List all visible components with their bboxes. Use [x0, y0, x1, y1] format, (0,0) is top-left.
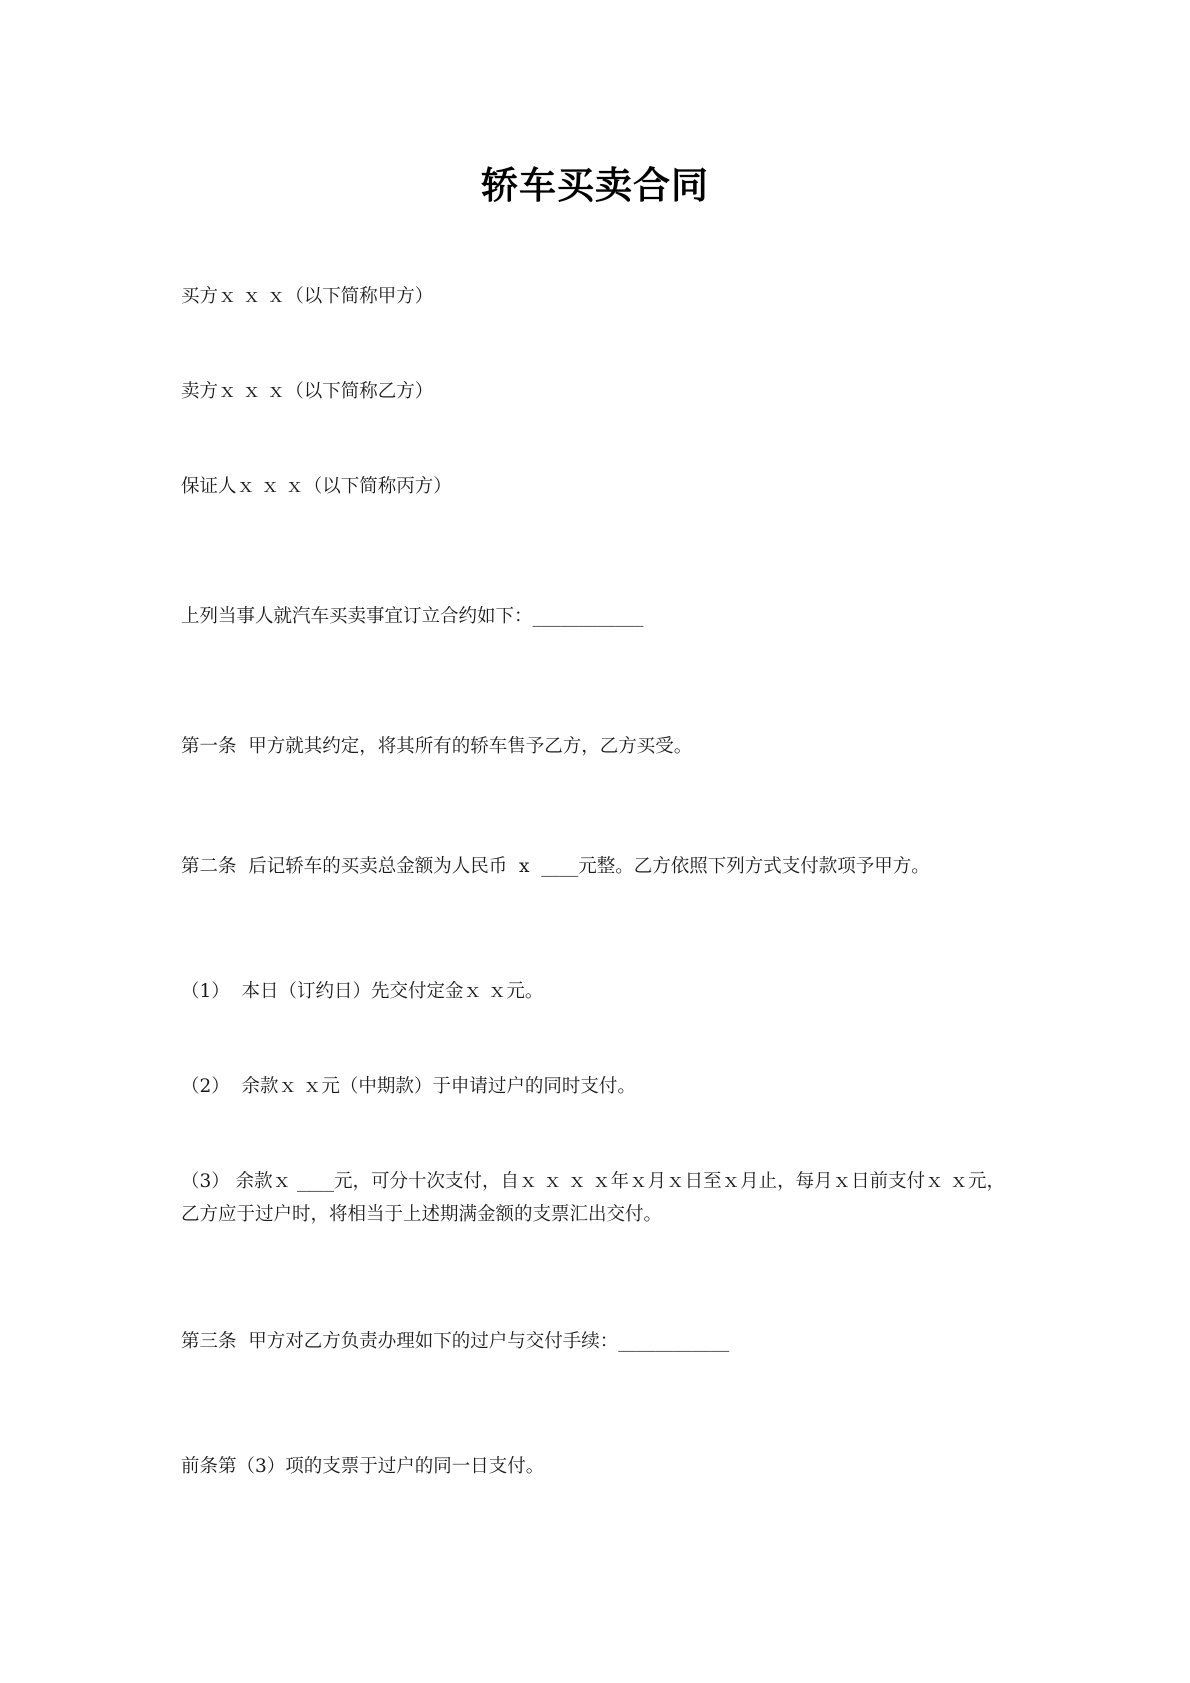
- article-2: 第二条 后记轿车的买卖总金额为人民币 x ____元整。乙方依照下列方式支付款项予甲方。: [181, 856, 930, 877]
- document-title: 轿车买卖合同: [481, 163, 709, 207]
- guarantor-party-line: 保证人ｘ ｘ ｘ（以下简称丙方）: [181, 476, 452, 497]
- payment-item-2: （2） 余款ｘ ｘ元（中期款）于申请过户的同时支付。: [181, 1076, 636, 1097]
- closing-line: 前条第（3）项的支票于过户的同一日支付。: [181, 1456, 545, 1477]
- seller-party-line: 卖方ｘ ｘ ｘ（以下简称乙方）: [181, 381, 434, 402]
- payment-item-1: （1） 本日（订约日）先交付定金ｘ ｘ元。: [181, 981, 544, 1002]
- preamble-line: 上列当事人就汽车买卖事宜订立合约如下：____________: [181, 606, 644, 627]
- article-3: 第三条 甲方对乙方负责办理如下的过户与交付手续：____________: [181, 1331, 730, 1352]
- article-1: 第一条 甲方就其约定，将其所有的轿车售予乙方，乙方买受。: [181, 736, 693, 757]
- buyer-party-line: 买方ｘ ｘ ｘ（以下简称甲方）: [181, 286, 434, 307]
- payment-item-3: （3） 余款ｘ ____元，可分十次支付，自ｘ ｘ ｘ ｘ年ｘ月ｘ日至ｘ月止，每月ｘ日前支付ｘ ｘ元，乙方应于过户时，将相当于上述期满金额的支票汇出交付。: [181, 1171, 1006, 1225]
